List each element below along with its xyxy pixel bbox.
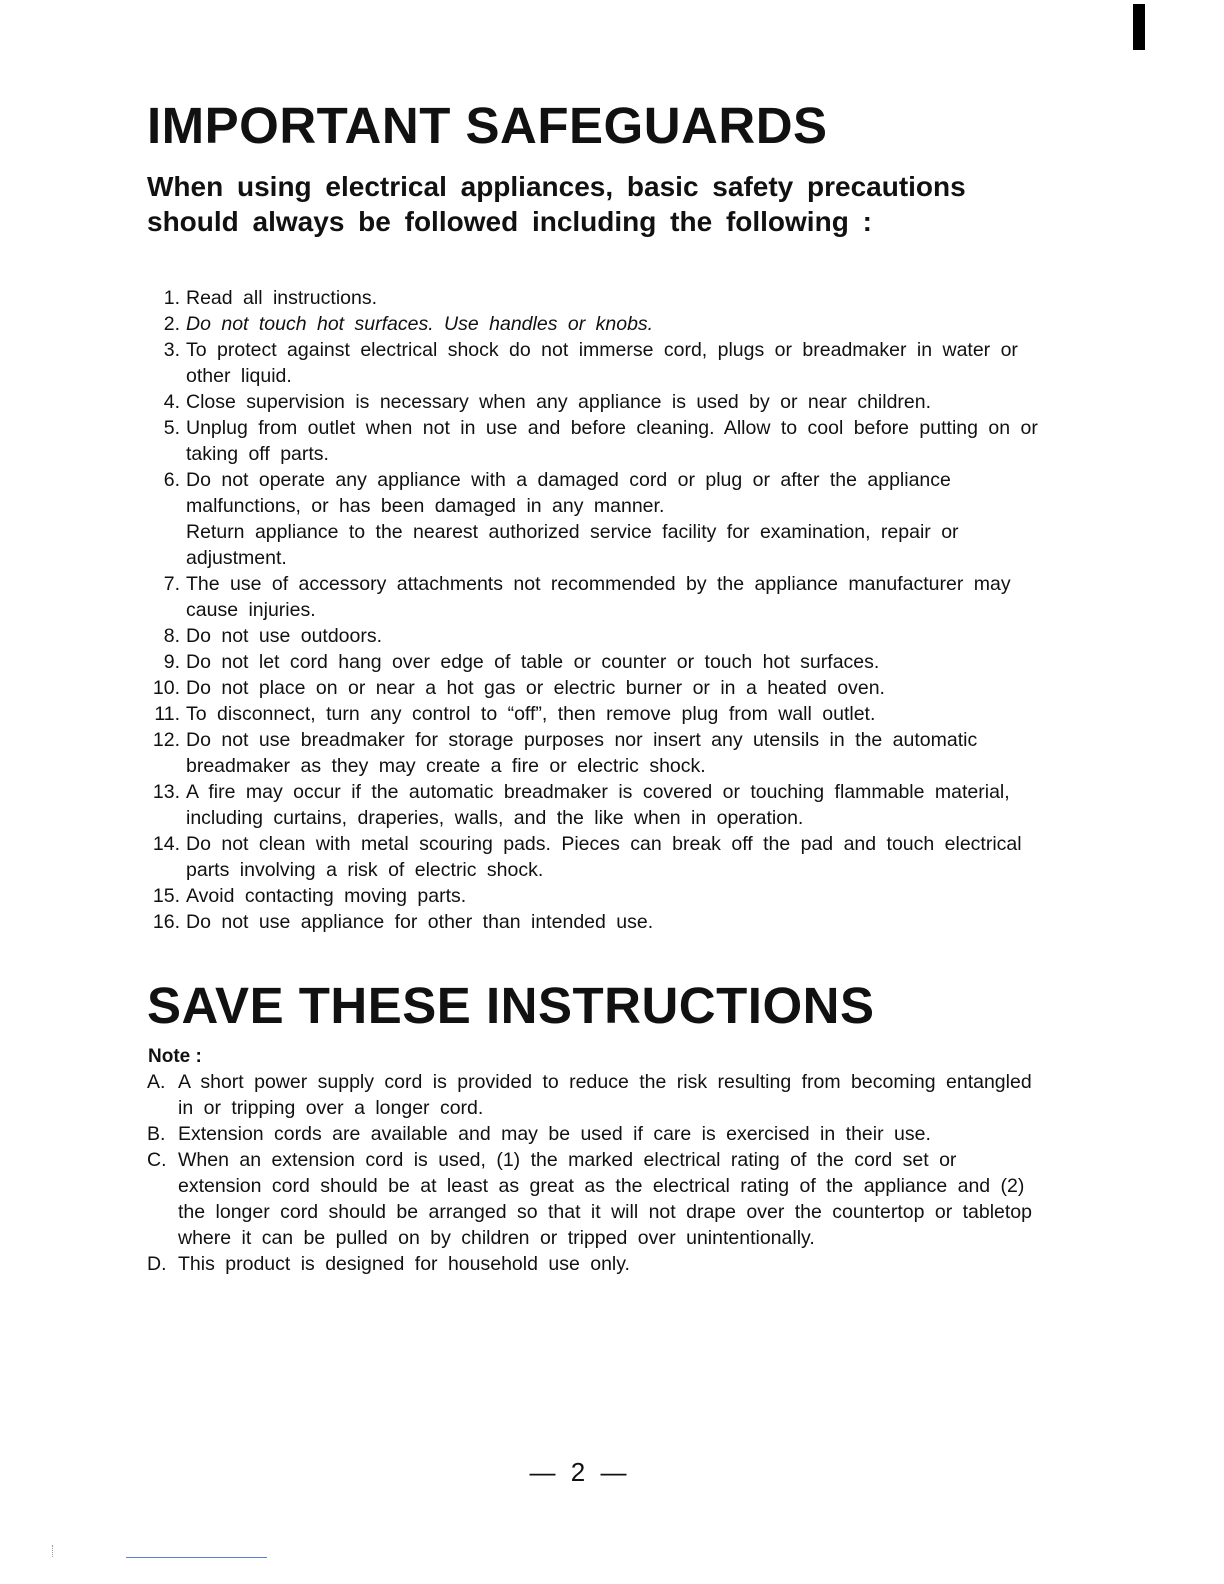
safeguard-item [140, 831, 1040, 883]
page-title: IMPORTANT SAFEGUARDS [147, 97, 828, 154]
item-text: Do not let cord hang over edge of table or counter or touch hot surfaces. [186, 651, 880, 673]
item-number: 14. [152, 833, 180, 855]
item-text [186, 467, 1040, 571]
note-label: Note : [148, 1046, 202, 1067]
save-instructions-title: SAVE THESE INSTRUCTIONS [147, 977, 875, 1034]
note-item [147, 1147, 1040, 1251]
note-item [147, 1121, 1040, 1147]
item-number: 2. [163, 313, 180, 335]
safeguard-item [140, 337, 1040, 389]
item-number: 3. [163, 339, 180, 361]
page-number: — 2 — [529, 1457, 631, 1487]
item-number: 4. [163, 391, 180, 413]
note-text: A short power supply cord is provided to reduce the risk resulting from becoming entangled in or tripping over a longer cord. [178, 1071, 1032, 1119]
item-number: 6. [163, 469, 180, 491]
safeguard-item [140, 285, 1040, 311]
item-number: 15. [152, 885, 180, 907]
item-text: Do not use breadmaker for storage purposes nor insert any utensils in the automatic breadmaker as they may create a fire or electric shock. [186, 729, 978, 777]
subtitle-line-1: When using electrical appliances, basic safety precautions [147, 171, 966, 202]
item-text: To protect against electrical shock do not immerse cord, plugs or breadmaker in water or other liquid. [186, 339, 1018, 387]
item-number: 1. [163, 287, 180, 309]
page-subtitle [147, 169, 1047, 239]
safeguards-list [140, 285, 1040, 935]
safeguard-item [140, 675, 1040, 701]
item-text: Close supervision is necessary when any appliance is used by or near children. [186, 391, 932, 413]
item-text: To disconnect, turn any control to “off”, then remove plug from wall outlet. [186, 703, 876, 725]
note-text: This product is designed for household use only. [178, 1253, 630, 1275]
safeguard-item [140, 779, 1040, 831]
item-text: Do not clean with metal scouring pads. Pieces can break off the pad and touch electrical parts involving a risk of electric shock. [186, 833, 1022, 881]
note-item [147, 1251, 1040, 1277]
note-letter: C. [147, 1149, 167, 1171]
item-number: 12. [152, 729, 180, 751]
item-text-para-2: Return appliance to the nearest authorized service facility for examination, repair or adjustment. [186, 521, 959, 569]
safeguard-item [140, 571, 1040, 623]
item-text-para-1: Do not operate any appliance with a damaged cord or plug or after the appliance malfunctions, or has been damaged in any manner. [186, 469, 951, 517]
safeguard-item [140, 909, 1040, 935]
safeguard-item [140, 311, 1040, 337]
item-text: The use of accessory attachments not recommended by the appliance manufacturer may cause injuries. [186, 573, 1011, 621]
item-text: Read all instructions. [186, 287, 378, 309]
safeguard-item [140, 701, 1040, 727]
item-text: Do not touch hot surfaces. Use handles or knobs. [186, 313, 654, 335]
safeguard-item [140, 649, 1040, 675]
safeguard-item [140, 883, 1040, 909]
page-edge-tab-marker [1133, 4, 1145, 50]
item-text: Avoid contacting moving parts. [186, 885, 467, 907]
item-number: 11. [154, 703, 180, 725]
scan-speck [52, 1545, 54, 1557]
note-item [147, 1069, 1040, 1121]
safeguard-item [140, 389, 1040, 415]
item-number: 8. [163, 625, 180, 647]
safeguard-item [140, 467, 1040, 571]
item-number: 7. [163, 573, 180, 595]
item-text: A fire may occur if the automatic breadmaker is covered or touching flammable material, including curtains, draperies, walls, and the like when in operation. [186, 781, 1010, 829]
safeguard-item [140, 727, 1040, 779]
subtitle-line-2: should always be followed including the following : [147, 206, 872, 237]
item-number: 13. [152, 781, 180, 803]
item-number: 5. [163, 417, 180, 439]
item-number: 9. [163, 651, 180, 673]
note-letter: A. [147, 1071, 166, 1093]
safeguard-item [140, 415, 1040, 467]
item-text: Unplug from outlet when not in use and before cleaning. Allow to cool before putting on or taking off parts. [186, 417, 1038, 465]
item-text: Do not use outdoors. [186, 625, 383, 647]
note-letter: D. [147, 1253, 167, 1275]
item-text: Do not use appliance for other than intended use. [186, 911, 654, 933]
item-text: Do not place on or near a hot gas or electric burner or in a heated oven. [186, 677, 885, 699]
note-text: Extension cords are available and may be used if care is exercised in their use. [178, 1123, 931, 1145]
footer-rule-line [126, 1557, 267, 1558]
safeguard-item [140, 623, 1040, 649]
item-number: 10. [152, 677, 180, 699]
item-number: 16. [152, 911, 180, 933]
notes-list [147, 1069, 1040, 1277]
note-letter: B. [147, 1123, 166, 1145]
note-text: When an extension cord is used, (1) the marked electrical rating of the cord set or extension cord should be at least as great as the electrical rating of the appliance and (2) the longer cord should be arranged so that it will not drape over the countertop or tabletop where it can be pulled on by children or tripped over unintentionally. [178, 1149, 1032, 1249]
